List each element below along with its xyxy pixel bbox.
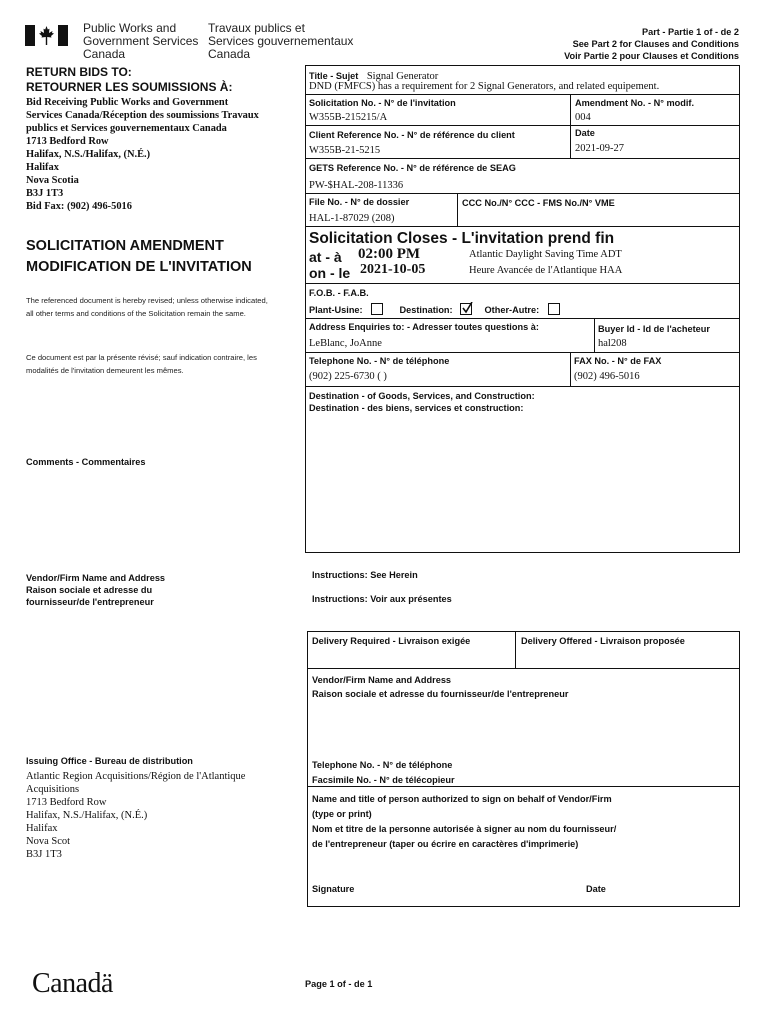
at-label: at - à	[309, 249, 342, 265]
phone-number: (902) 225-6730 ( )	[309, 371, 387, 382]
buyer-id: hal208	[598, 338, 627, 349]
timezone-en: Atlantic Daylight Saving Time ADT	[469, 249, 622, 260]
solicitation-number-field: Solicitation No. - N° de l'invitation W355B-215215/A	[309, 98, 456, 123]
title-field: Title - Sujet Signal Generator	[309, 71, 439, 82]
amendment-title: SOLICITATION AMENDMENT MODIFICATION DE L'INVITATION	[26, 238, 252, 275]
ccc-number-field: CCC No./N° CCC - FMS No./N° VME	[462, 198, 615, 208]
instructions-en: Instructions: See Herein	[312, 570, 418, 580]
canada-wordmark-logo: Canadä	[32, 968, 113, 999]
canada-flag-icon	[25, 25, 68, 46]
fax-number: (902) 496-5016	[574, 371, 640, 382]
destination-goods-label: Destination - of Goods, Services, and Construction: Destination - des biens, services et construction:	[309, 391, 535, 413]
return-bids-address: Bid Receiving Public Works and Government Services Canada/Réception des soumissions Travaux publics et Services gouvernementaux Canada 1713 Bedford Row Halifax, N.S./Halifax, (N.É.) Halifax Nova Scotia B3J 1T3 Bid Fax: (902) 496-5016	[26, 97, 259, 212]
vendor-facsimile-label: Facsimile No. - N° de télécopieur	[312, 775, 455, 785]
destination-checkbox[interactable]	[460, 303, 472, 315]
amendment-note-fr: Ce document est par la présente révisé; sauf indication contraire, les modalités de l'invitation demeurent les mêmes.	[26, 353, 257, 375]
enquiries-label: Address Enquiries to: - Adresser toutes questions à:	[309, 322, 539, 332]
signature-date-label: Date	[586, 884, 606, 894]
buyer-id-label: Buyer Id - Id de l'acheteur	[598, 324, 710, 334]
vendor-telephone-label: Telephone No. - N° de téléphone	[312, 760, 453, 770]
delivery-offered-label: Delivery Offered - Livraison proposée	[521, 636, 685, 646]
vendor-firm-label: Vendor/Firm Name and Address Raison sociale et adresse du fournisseur/de l'entrepreneur	[26, 573, 166, 607]
fob-options: Plant-Usine: Destination: Other-Autre:	[309, 300, 560, 318]
checkmark-icon	[461, 302, 473, 314]
gets-reference-field: GETS Reference No. - N° de référence de SEAG PW-$HAL-208-11336	[309, 163, 516, 191]
timezone-fr: Heure Avancée de l'Atlantique HAA	[469, 265, 623, 276]
delivery-required-label: Delivery Required - Livraison exigée	[312, 636, 471, 646]
department-name-en: Public Works and Government Services Canada	[83, 21, 199, 61]
authorized-person-label: Name and title of person authorized to sign on behalf of Vendor/Firm (type or print) Nom et titre de la personne autorisée à signer au nom du fournisseur/ de l'entrepreneur (taper ou écrire en caractères d'imprimerie)	[312, 794, 617, 849]
fax-label: FAX No. - N° de FAX	[574, 356, 662, 366]
closing-date: 2021-10-05	[360, 262, 426, 277]
vendor-address-label: Vendor/Firm Name and Address Raison sociale et adresse du fournisseur/de l'entrepreneur	[312, 675, 569, 699]
file-number-field: File No. - N° de dossier HAL-1-87029 (208)	[309, 197, 410, 224]
issuing-office-address: Atlantic Region Acquisitions/Région de l'Atlantique Acquisitions 1713 Bedford Row Halifax, N.S./Halifax, (N.É.) Halifax Nova Scot B3J 1T3	[26, 771, 246, 860]
return-bids-title: RETURN BIDS TO: RETOURNER LES SOUMISSIONS À:	[26, 65, 233, 94]
amendment-number-field: Amendment No. - N° modif. 004	[575, 98, 695, 123]
plant-checkbox[interactable]	[371, 303, 383, 315]
page-number: Page 1 of - de 1	[305, 979, 373, 989]
other-checkbox[interactable]	[548, 303, 560, 315]
on-label: on - le	[309, 265, 351, 281]
date-field: Date 2021-09-27	[575, 128, 624, 154]
department-name-fr: Travaux publics et Services gouvernementaux Canada	[208, 21, 354, 61]
closing-time: 02:00 PM	[358, 246, 421, 262]
client-reference-field: Client Reference No. - N° de référence du client W355B-21-5215	[309, 130, 515, 156]
phone-label: Telephone No. - N° de téléphone	[309, 356, 450, 366]
part-indicator: Part - Partie 1 of - de 2 See Part 2 for Clauses and Conditions Voir Partie 2 pour Clauses et Conditions	[564, 27, 739, 61]
instructions-fr: Instructions: Voir aux présentes	[312, 594, 452, 604]
amendment-note-en: The referenced document is hereby revised; unless otherwise indicated, all other terms and conditions of the Solicitation remain the same.	[26, 296, 268, 318]
signature-label: Signature	[312, 884, 355, 894]
solicitation-closes-title: Solicitation Closes - L'invitation prend fin	[309, 230, 615, 247]
enquiries-contact: LeBlanc, JoAnne	[309, 338, 382, 349]
fob-label: F.O.B. - F.A.B.	[309, 288, 369, 298]
comments-label: Comments - Commentaires	[26, 457, 146, 467]
issuing-office-label: Issuing Office - Bureau de distribution	[26, 756, 193, 766]
title-description: DND (FMFCS) has a requirement for 2 Signal Generators, and related equipement.	[309, 81, 660, 92]
